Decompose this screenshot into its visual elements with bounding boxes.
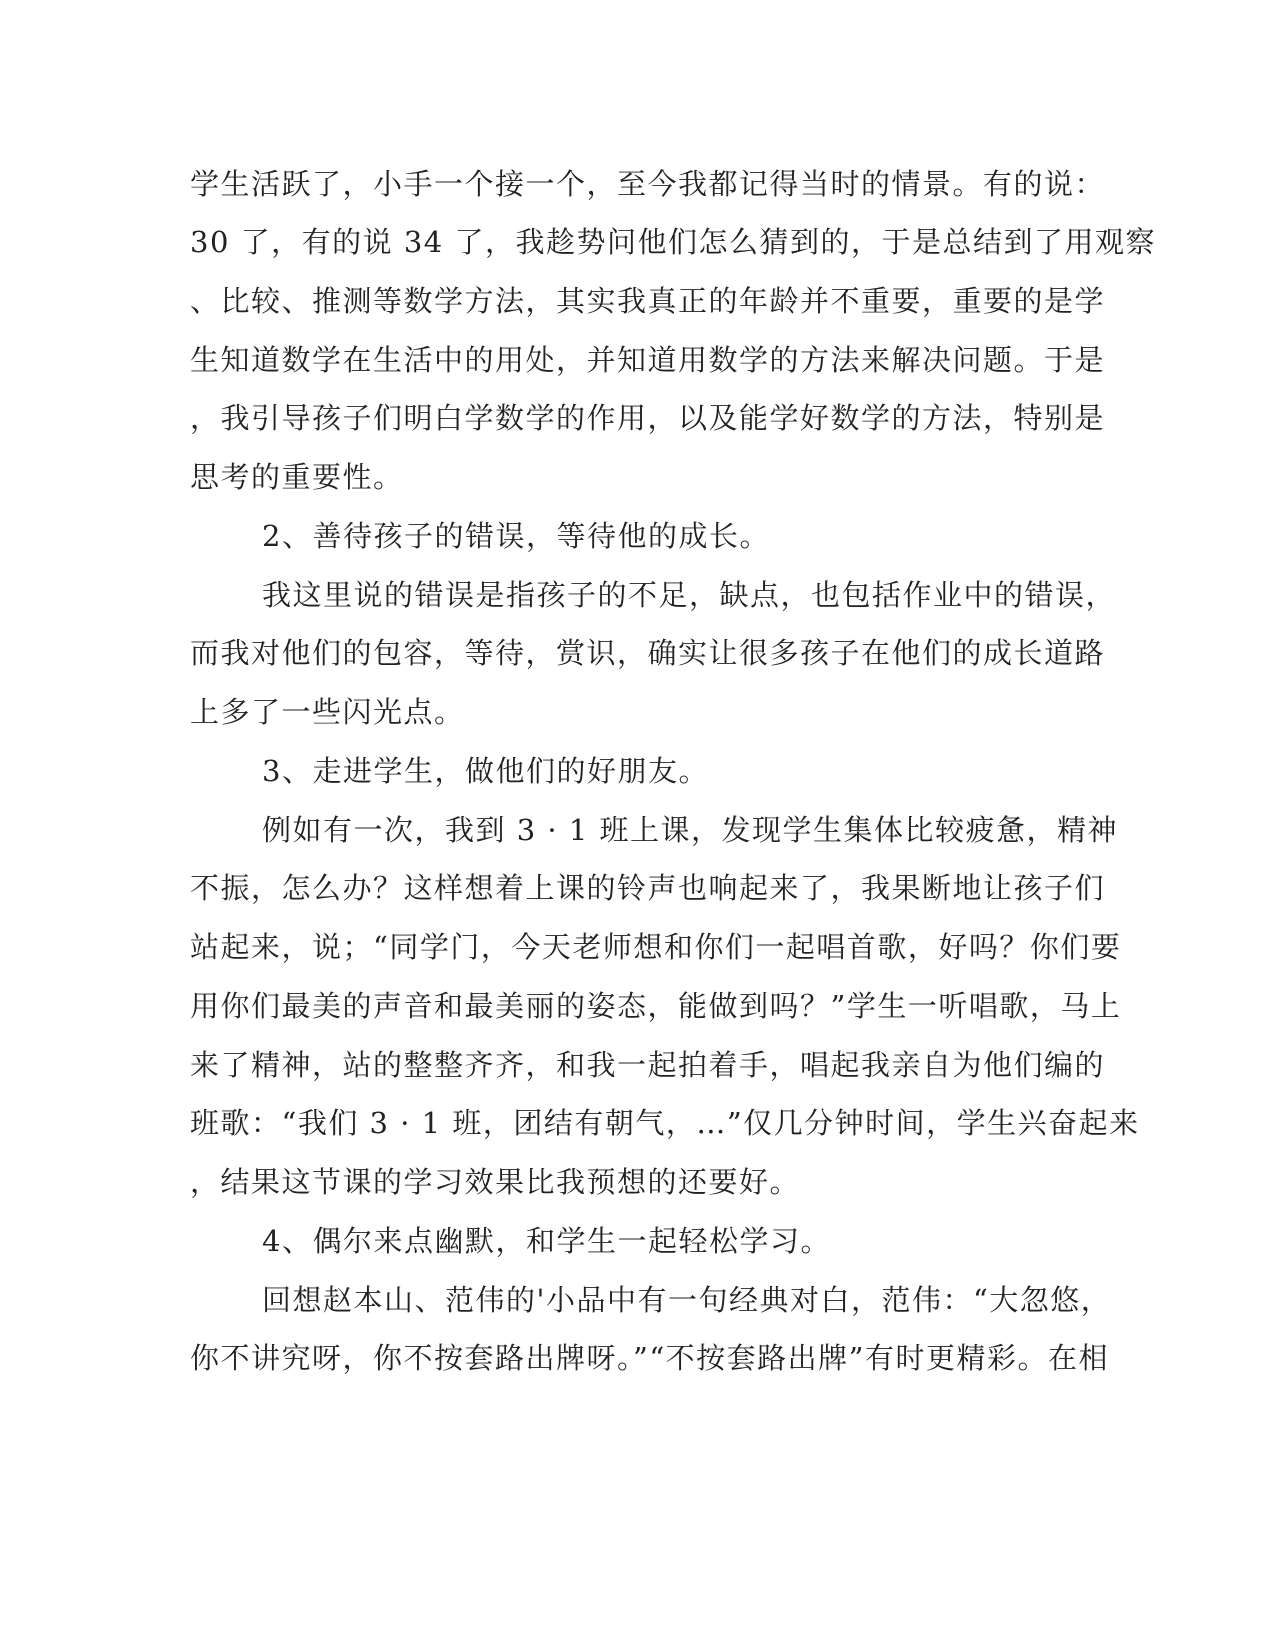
- section-heading: 4、偶尔来点幽默，和学生一起轻松学习。: [262, 1224, 831, 1258]
- section-heading: 3、走进学生，做他们的好朋友。: [262, 754, 709, 788]
- text-line: ，结果这节课的学习效果比我预想的还要好。: [190, 1165, 801, 1199]
- text-line: 班歌：“我们 3 · 1 班，团结有朝气，…”仅几分钟时间，学生兴奋起来: [190, 1106, 1140, 1140]
- text-line: 来了精神，站的整整齐齐，和我一起拍着手，唱起我亲自为他们编的: [190, 1048, 1106, 1082]
- text-line: 用你们最美的声音和最美丽的姿态，能做到吗？”学生一听唱歌，马上: [190, 989, 1122, 1023]
- text-line: 不振，怎么办？这样想着上课的铃声也响起来了，我果断地让孩子们: [190, 871, 1106, 905]
- text-line: 、比较、推测等数学方法，其实我真正的年龄并不重要，重要的是学: [190, 284, 1106, 318]
- text-line: 学生活跃了，小手一个接一个，至今我都记得当时的情景。有的说：: [190, 167, 1106, 201]
- text-line: 站起来，说；“同学门，今天老师想和你们一起唱首歌，好吗？你们要: [190, 930, 1122, 964]
- text-line: 30 了，有的说 34 了，我趁势问他们怎么猜到的，于是总结到了用观察: [190, 225, 1156, 259]
- text-line: ，我引导孩子们明白学数学的作用，以及能学好数学的方法，特别是: [190, 401, 1106, 435]
- paragraph-first-line: 回想赵本山、范伟的'小品中有一句经典对白，范伟：“大忽悠，: [262, 1283, 1112, 1317]
- text-line: 而我对他们的包容，等待，赏识，确实让很多孩子在他们的成长道路: [190, 636, 1106, 670]
- text-line: 思考的重要性。: [190, 460, 404, 494]
- paragraph-first-line: 我这里说的错误是指孩子的不足，缺点，也包括作业中的错误，: [262, 578, 1117, 612]
- text-line: 生知道数学在生活中的用处，并知道用数学的方法来解决问题。于是: [190, 343, 1106, 377]
- paragraph-first-line: 例如有一次，我到 3 · 1 班上课，发现学生集体比较疲惫，精神: [262, 813, 1118, 847]
- text-line: 你不讲究呀，你不按套路出牌呀。”“不按套路出牌”有时更精彩。在相: [190, 1341, 1109, 1375]
- section-heading: 2、善待孩子的错误，等待他的成长。: [262, 519, 770, 553]
- text-line: 上多了一些闪光点。: [190, 695, 465, 729]
